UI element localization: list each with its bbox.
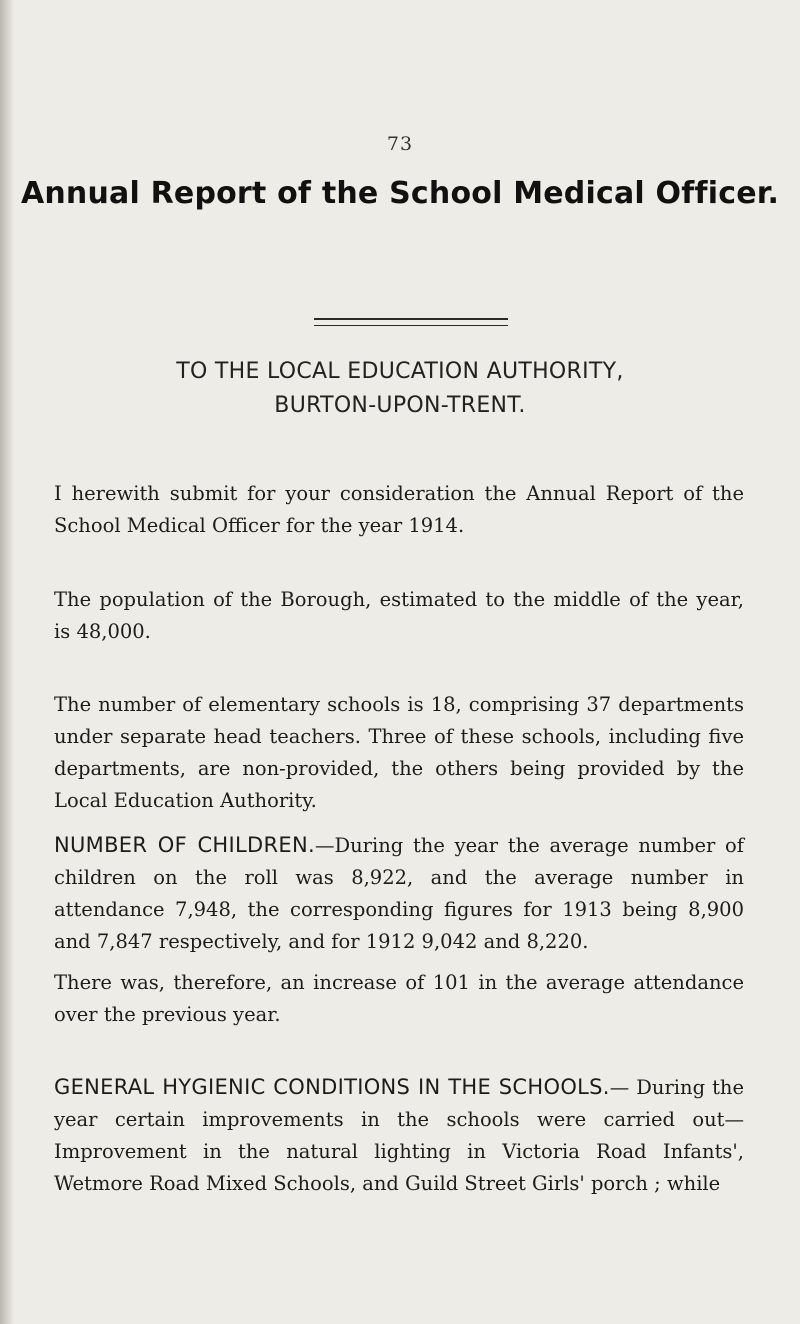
paragraph-submission: I herewith submit for your consideration the Annual Report of the School Medical Officer for the year 1914. bbox=[54, 482, 744, 537]
section-heading-number-of-children: NUMBER OF CHILDREN. bbox=[54, 833, 315, 857]
report-title: Annual Report of the School Medical Officer. bbox=[20, 176, 780, 211]
addressee-block bbox=[0, 355, 800, 423]
addressee-line-borough: BURTON-UPON-TRENT. bbox=[274, 393, 526, 418]
addressee-line-authority: TO THE LOCAL EDUCATION AUTHORITY, bbox=[176, 359, 624, 384]
paragraph-number-of-children bbox=[54, 829, 744, 958]
paragraph-hygienic-conditions bbox=[54, 1071, 744, 1200]
page-number: 73 bbox=[386, 133, 414, 155]
section-heading-hygienic-conditions: GENERAL HYGIENIC CONDITIONS IN THE SCHOOLS. bbox=[54, 1075, 610, 1099]
title-divider bbox=[314, 318, 508, 326]
paragraph-attendance-increase: There was, therefore, an increase of 101 in the average attendance over the previous year. bbox=[54, 971, 744, 1026]
paragraph-children-body: —During the year the average number of children on the roll was 8,922, and the average number in attendance 7,948, the corresponding figures for 1913 being 8,900 and 7,847 respectively, and for 1912 9,042 and 8,220. bbox=[54, 834, 744, 953]
paragraph-schools: The number of elementary schools is 18, comprising 37 departments under separate head teachers. Three of these schools, including five departments, are non-provided, the others being provided by the Local Education Authority. bbox=[54, 693, 744, 812]
paragraph-population: The population of the Borough, estimated to the middle of the year, is 48,000. bbox=[54, 588, 744, 643]
paragraph-hygienic-body: — During the year certain improvements in the schools were carried out—Improvement in the natural lighting in Victoria Road Infants', Wetmore Road Mixed Schools, and Guild Street Girls' porch ; while bbox=[54, 1076, 745, 1195]
